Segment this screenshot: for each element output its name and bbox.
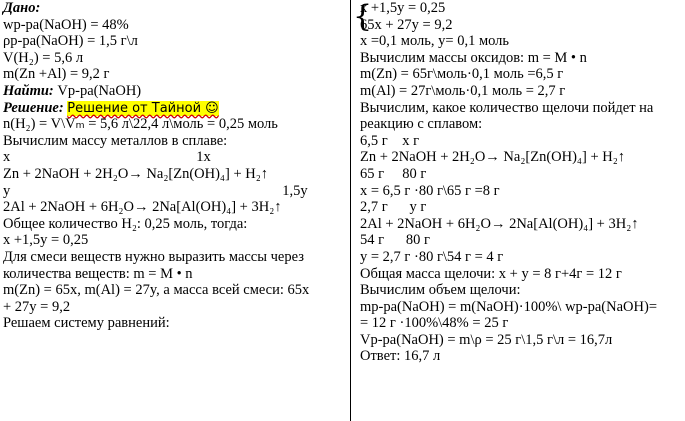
- find-value: Vр-ра(NaOH): [53, 82, 142, 99]
- solution-label: Решение:: [3, 99, 64, 116]
- coef-1x: 1x: [196, 149, 211, 166]
- system-eq-2: 65x + 27y = 9,2: [360, 16, 453, 33]
- system-result: x =0,1 моль, y= 0,1 моль: [360, 33, 510, 50]
- column-divider: [350, 0, 351, 421]
- sum-equation: x +1,5y = 0,25: [3, 232, 89, 249]
- coef-y: y: [3, 182, 11, 199]
- equation-al-right: 2Al + 2NaOH + 6H₂O→ 2Na[Al(OH)₄] + 3H₂↑: [360, 215, 639, 232]
- equation-zn: Zn + 2NaOH + 2H₂O→ Na₂[Zn(OH)₄] + H₂↑: [3, 165, 269, 182]
- equation-zn-right: Zn + 2NaOH + 2H₂O→ Na₂[Zn(OH)₄] + H₂↑: [360, 149, 626, 166]
- equation-al: 2Al + 2NaOH + 6H₂O→ 2Na[Al(OH)₄] + 3H₂↑: [3, 199, 282, 216]
- solve-system-line: Решаем систему равнений:: [3, 315, 170, 332]
- calc-alkali-line-2: реакцию с сплавом:: [360, 116, 483, 133]
- right-column: [353, 0, 685, 365]
- solution-highlight: Решение от Тайной ☺: [67, 100, 219, 116]
- total-alkali-mass: Общая масса щелочи: x + y = 8 г+4г = 12 г: [360, 265, 622, 282]
- mass-al-line: m(Al) = 27г\моль·0,1 моль = 2,7 г: [360, 82, 566, 99]
- left-column: [3, 0, 348, 332]
- bottom-values-1: 65 г 80 г: [360, 165, 427, 182]
- moles-h2-line: n(H₂) = V\Vₘ = 5,6 л\22,4 л\моль = 0,25 моль: [3, 116, 278, 133]
- calc-volume-line: Вычислим объем щелочи:: [360, 282, 521, 299]
- given-label: Дано:: [3, 0, 41, 16]
- y-calculation: y = 2,7 г ·80 г\54 г = 4 г: [360, 248, 504, 265]
- find-line: [3, 83, 348, 100]
- given-volume-h2: V(H₂) = 5,6 л: [3, 49, 84, 66]
- mass-line-2: + 27y = 9,2: [3, 298, 71, 315]
- system-brace: {: [353, 0, 373, 34]
- mix-line-1: Для смеси веществ нужно выразить массы через: [3, 248, 304, 265]
- top-values-1: 6,5 г x г: [360, 132, 420, 149]
- coef-x: x: [3, 149, 11, 166]
- given-density: ρр-ра(NaOH) = 1,5 г\л: [3, 33, 138, 50]
- mix-line-2: количества веществ: m = M • n: [3, 265, 193, 282]
- mass-zn-line: m(Zn) = 65г\моль·0,1 моль =6,5 г: [360, 66, 564, 83]
- calc-metals-line: Вычислим массу металлов в сплаве:: [3, 132, 228, 149]
- solution-mass-line: mр-ра(NaOH) = m(NaOH)·100%\ wр-ра(NaOH)=: [360, 298, 657, 315]
- solution-line: [3, 100, 348, 117]
- solution-mass-value: = 12 г ·100%\48% = 25 г: [360, 315, 509, 332]
- bottom-values-2: 54 г 80 г: [360, 232, 430, 249]
- calc-oxides-line: Вычислим массы оксидов: m = M • n: [360, 49, 587, 66]
- given-alloy-mass: m(Zn +Al) = 9,2 г: [3, 66, 110, 83]
- x-calculation: x = 6,5 г ·80 г\65 г =8 г: [360, 182, 500, 199]
- volume-line: Vр-ра(NaOH) = m\ρ = 25 г\1,5 г\л = 16,7л: [360, 331, 613, 348]
- coef-15y: 1,5y: [282, 182, 308, 199]
- top-values-2: 2,7 г y г: [360, 199, 427, 216]
- calc-alkali-line-1: Вычислим, какое количество щелочи пойдет на: [360, 99, 654, 116]
- coef-line-1: [3, 149, 348, 166]
- answer-line: Ответ: 16,7 л: [360, 348, 441, 365]
- coef-line-2: [3, 183, 348, 200]
- mass-line-1: m(Zn) = 65x, m(Al) = 27y, а масса всей смеси: 65x: [3, 282, 310, 299]
- total-h2-line: Общее количество H₂: 0,25 моль, тогда:: [3, 215, 248, 232]
- system-eq-1: x +1,5y = 0,25: [360, 0, 446, 16]
- given-mass-fraction: wр-ра(NaOH) = 48%: [3, 16, 129, 33]
- find-label: Найти:: [3, 82, 54, 99]
